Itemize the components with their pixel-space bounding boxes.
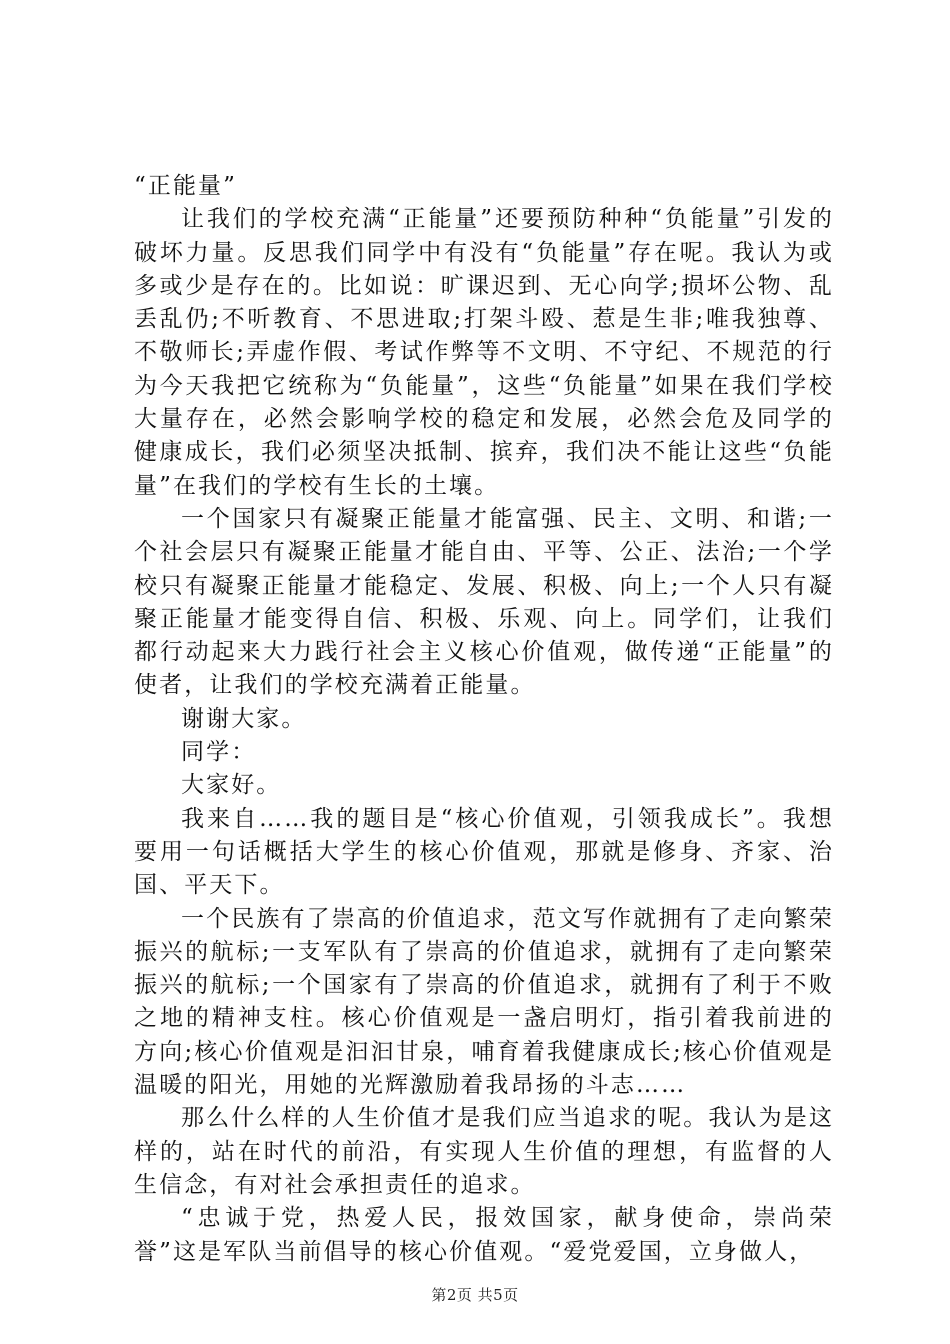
- paragraph-5: 同学：: [181, 739, 257, 766]
- paragraph-2: 让我们的学校充满“正能量”还要预防种种“负能量”引发的破坏力量。反思我们同学中有没有“负能量”存在呢。我认为或多或少是存在的。比如说：旷课迟到、无心向学;损坏公物、乱丢乱仍;不听教育、不思进取;打架斗殴、惹是生非;唯我独尊、不敬师长;弄虚作假、考试作弊等不文明、不守纪、不规范的行为今天我把它统称为“负能量”，这些“负能量”如果在我们学校大量存在，必然会影响学校的稳定和发展，必然会危及同学的健康成长，我们必须坚决抵制、摈弃，我们决不能让这些“负能量”在我们的学校有生长的土壤。: [134, 206, 834, 499]
- paragraph-3: 一个国家只有凝聚正能量才能富强、民主、文明、和谐;一个社会层只有凝聚正能量才能自由、平等、公正、法治;一个学校只有凝聚正能量才能稳定、发展、积极、向上;一个人只有凝聚正能量才能变得自信、积极、乐观、向上。同学们，让我们都行动起来大力践行社会主义核心价值观，做传递“正能量”的使者，让我们的学校充满着正能量。: [134, 505, 834, 699]
- page-footer: 第2页 共5页: [431, 1286, 519, 1304]
- document-body: [134, 170, 834, 1269]
- paragraph-8: 一个民族有了崇高的价值追求，范文写作就拥有了走向繁荣振兴的航标;一支军队有了崇高的价值追求，就拥有了走向繁荣振兴的航标;一个国家有了崇高的价值追求，就拥有了利于不败之地的精神支柱。核心价值观是一盏启明灯，指引着我前进的方向;核心价值观是汩汩甘泉，哺育着我健康成长;核心价值观是温暖的阳光，用她的光辉激励着我昂扬的斗志……: [134, 905, 834, 1099]
- paragraph-1: “正能量”: [134, 173, 238, 199]
- paragraph-7: 我来自……我的题目是“核心价值观，引领我成长”。我想要用一句话概括大学生的核心价值观，那就是修身、齐家、治国、平天下。: [134, 805, 834, 899]
- paragraph-10: “忠诚于党，热爱人民，报效国家，献身使命，崇尚荣誉”这是军队当前倡导的核心价值观。“爱党爱国，立身做人，: [134, 1205, 834, 1265]
- paragraph-6: 大家好。: [181, 772, 282, 799]
- paragraph-4: 谢谢大家。: [181, 705, 307, 732]
- paragraph-9: 那么什么样的人生价值才是我们应当追求的呢。我认为是这样的，站在时代的前沿，有实现人生价值的理想，有监督的人生信念，有对社会承担责任的追求。: [134, 1105, 834, 1198]
